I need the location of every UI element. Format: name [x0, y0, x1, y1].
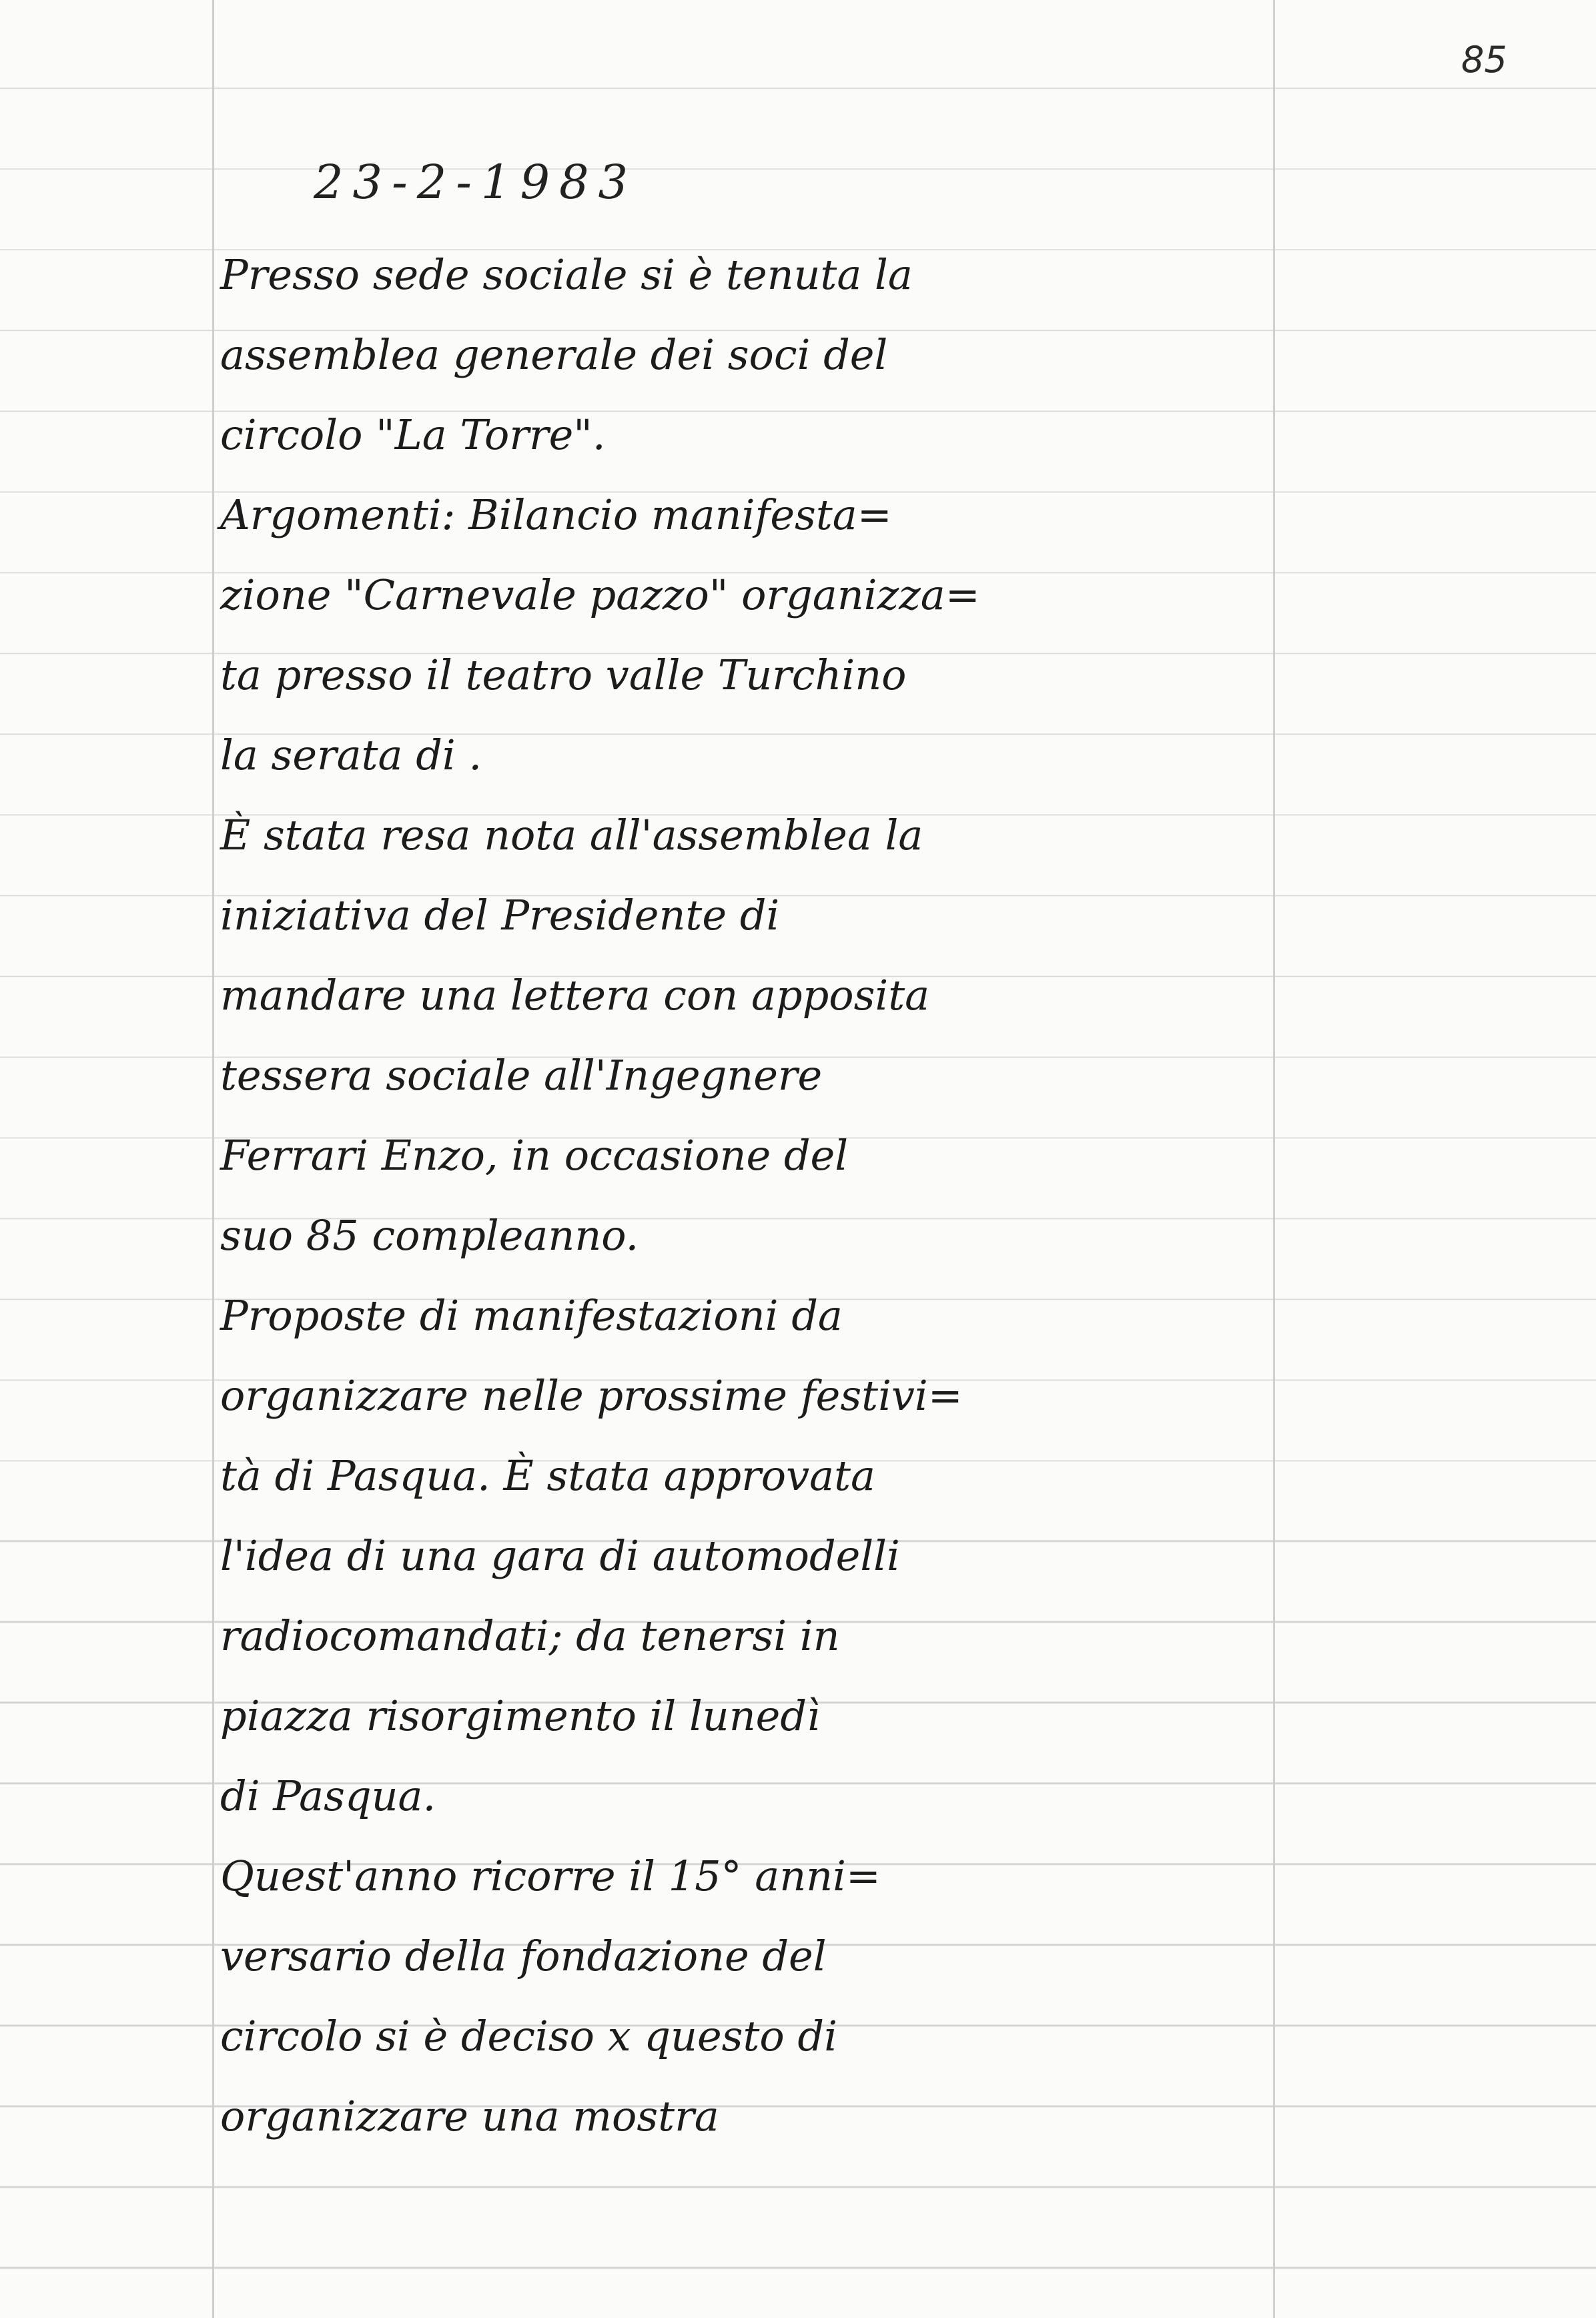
text-line: circolo si è deciso x questo di: [220, 2012, 837, 2060]
text-line: iniziativa del Presidente di: [220, 891, 780, 939]
text-line: zione "Carnevale pazzo" organizza=: [220, 570, 980, 619]
text-line: tessera sociale all'Ingegnere: [220, 1051, 823, 1100]
text-line: versario della fondazione del: [220, 1932, 827, 1980]
text-line: Presso sede sociale si è tenuta la: [220, 250, 913, 299]
text-line: organizzare una mostra: [220, 2092, 719, 2141]
text-line: la serata di .: [220, 731, 482, 779]
page-number: 85: [1461, 39, 1507, 81]
text-line: suo 85 compleanno.: [220, 1211, 639, 1260]
text-line: È stata resa nota all'assemblea la: [220, 811, 923, 859]
text-line: organizzare nelle prossime festivi=: [220, 1371, 963, 1420]
text-line: di Pasqua.: [220, 1772, 436, 1820]
text-line: Ferrari Enzo, in occasione del: [220, 1131, 849, 1180]
handwritten-text: [220, 235, 1274, 2157]
text-line: assemblea generale dei soci del: [220, 330, 888, 379]
text-line: ta presso il teatro valle Turchino: [220, 651, 907, 699]
text-line: radiocomandati; da tenersi in: [220, 1611, 840, 1660]
text-line: circolo "La Torre".: [220, 410, 606, 459]
text-line: l'idea di una gara di automodelli: [220, 1531, 900, 1580]
text-line: tà di Pasqua. È stata approvata: [220, 1451, 875, 1500]
text-line: Quest'anno ricorre il 15° anni=: [220, 1852, 881, 1900]
entry-date: 23-2-1983: [314, 155, 638, 210]
text-line: Argomenti: Bilancio manifesta=: [220, 490, 892, 539]
text-line: piazza risorgimento il lunedì: [220, 1691, 820, 1740]
left-margin-line: [212, 0, 214, 2318]
text-line: mandare una lettera con apposita: [220, 971, 930, 1020]
text-line: Proposte di manifestazioni da: [220, 1291, 843, 1340]
